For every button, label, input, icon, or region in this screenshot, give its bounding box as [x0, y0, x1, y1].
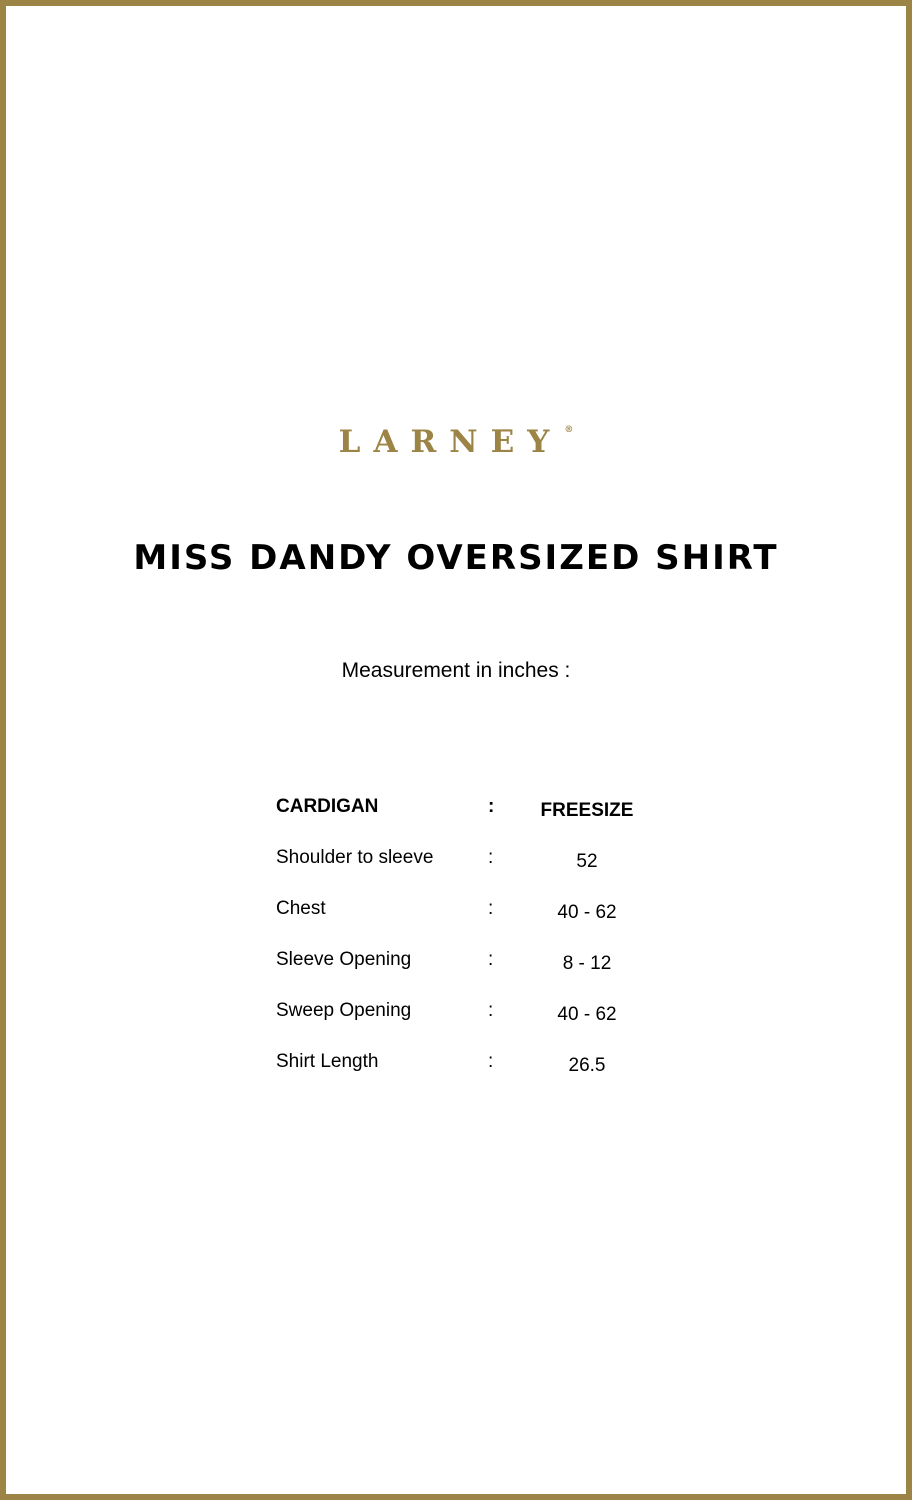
table-row: [276, 844, 676, 895]
row-separator: :: [488, 1000, 494, 1021]
size-table: [276, 793, 676, 1099]
row-label: Chest: [276, 898, 326, 919]
row-label: Shoulder to sleeve: [276, 847, 434, 868]
table-row: [276, 946, 676, 997]
table-row: [276, 1048, 676, 1099]
row-value: 40 - 62: [557, 1004, 617, 1025]
header-label: CARDIGAN: [276, 796, 379, 817]
table-row: [276, 997, 676, 1048]
registered-mark: ®: [564, 425, 574, 435]
table-row: [276, 895, 676, 946]
row-separator: :: [488, 898, 494, 919]
row-separator: :: [488, 949, 494, 970]
row-label: Sleeve Opening: [276, 949, 412, 970]
row-value: 52: [576, 851, 598, 872]
header-separator: :: [488, 796, 495, 817]
row-value: 40 - 62: [557, 902, 617, 923]
header-value: FREESIZE: [540, 800, 634, 821]
row-value: 8 - 12: [562, 953, 612, 974]
size-table-header: [276, 793, 676, 844]
row-separator: :: [488, 847, 494, 868]
measurement-note: Measurement in inches :: [341, 659, 571, 682]
row-label: Shirt Length: [276, 1051, 379, 1072]
row-label: Sweep Opening: [276, 1000, 412, 1021]
row-value: 26.5: [568, 1055, 606, 1076]
brand-logo: [0, 422, 912, 470]
row-separator: :: [488, 1051, 494, 1072]
brand-name: LARNEY: [338, 424, 563, 460]
product-title: MISS DANDY OVERSIZED SHIRT: [133, 538, 779, 578]
